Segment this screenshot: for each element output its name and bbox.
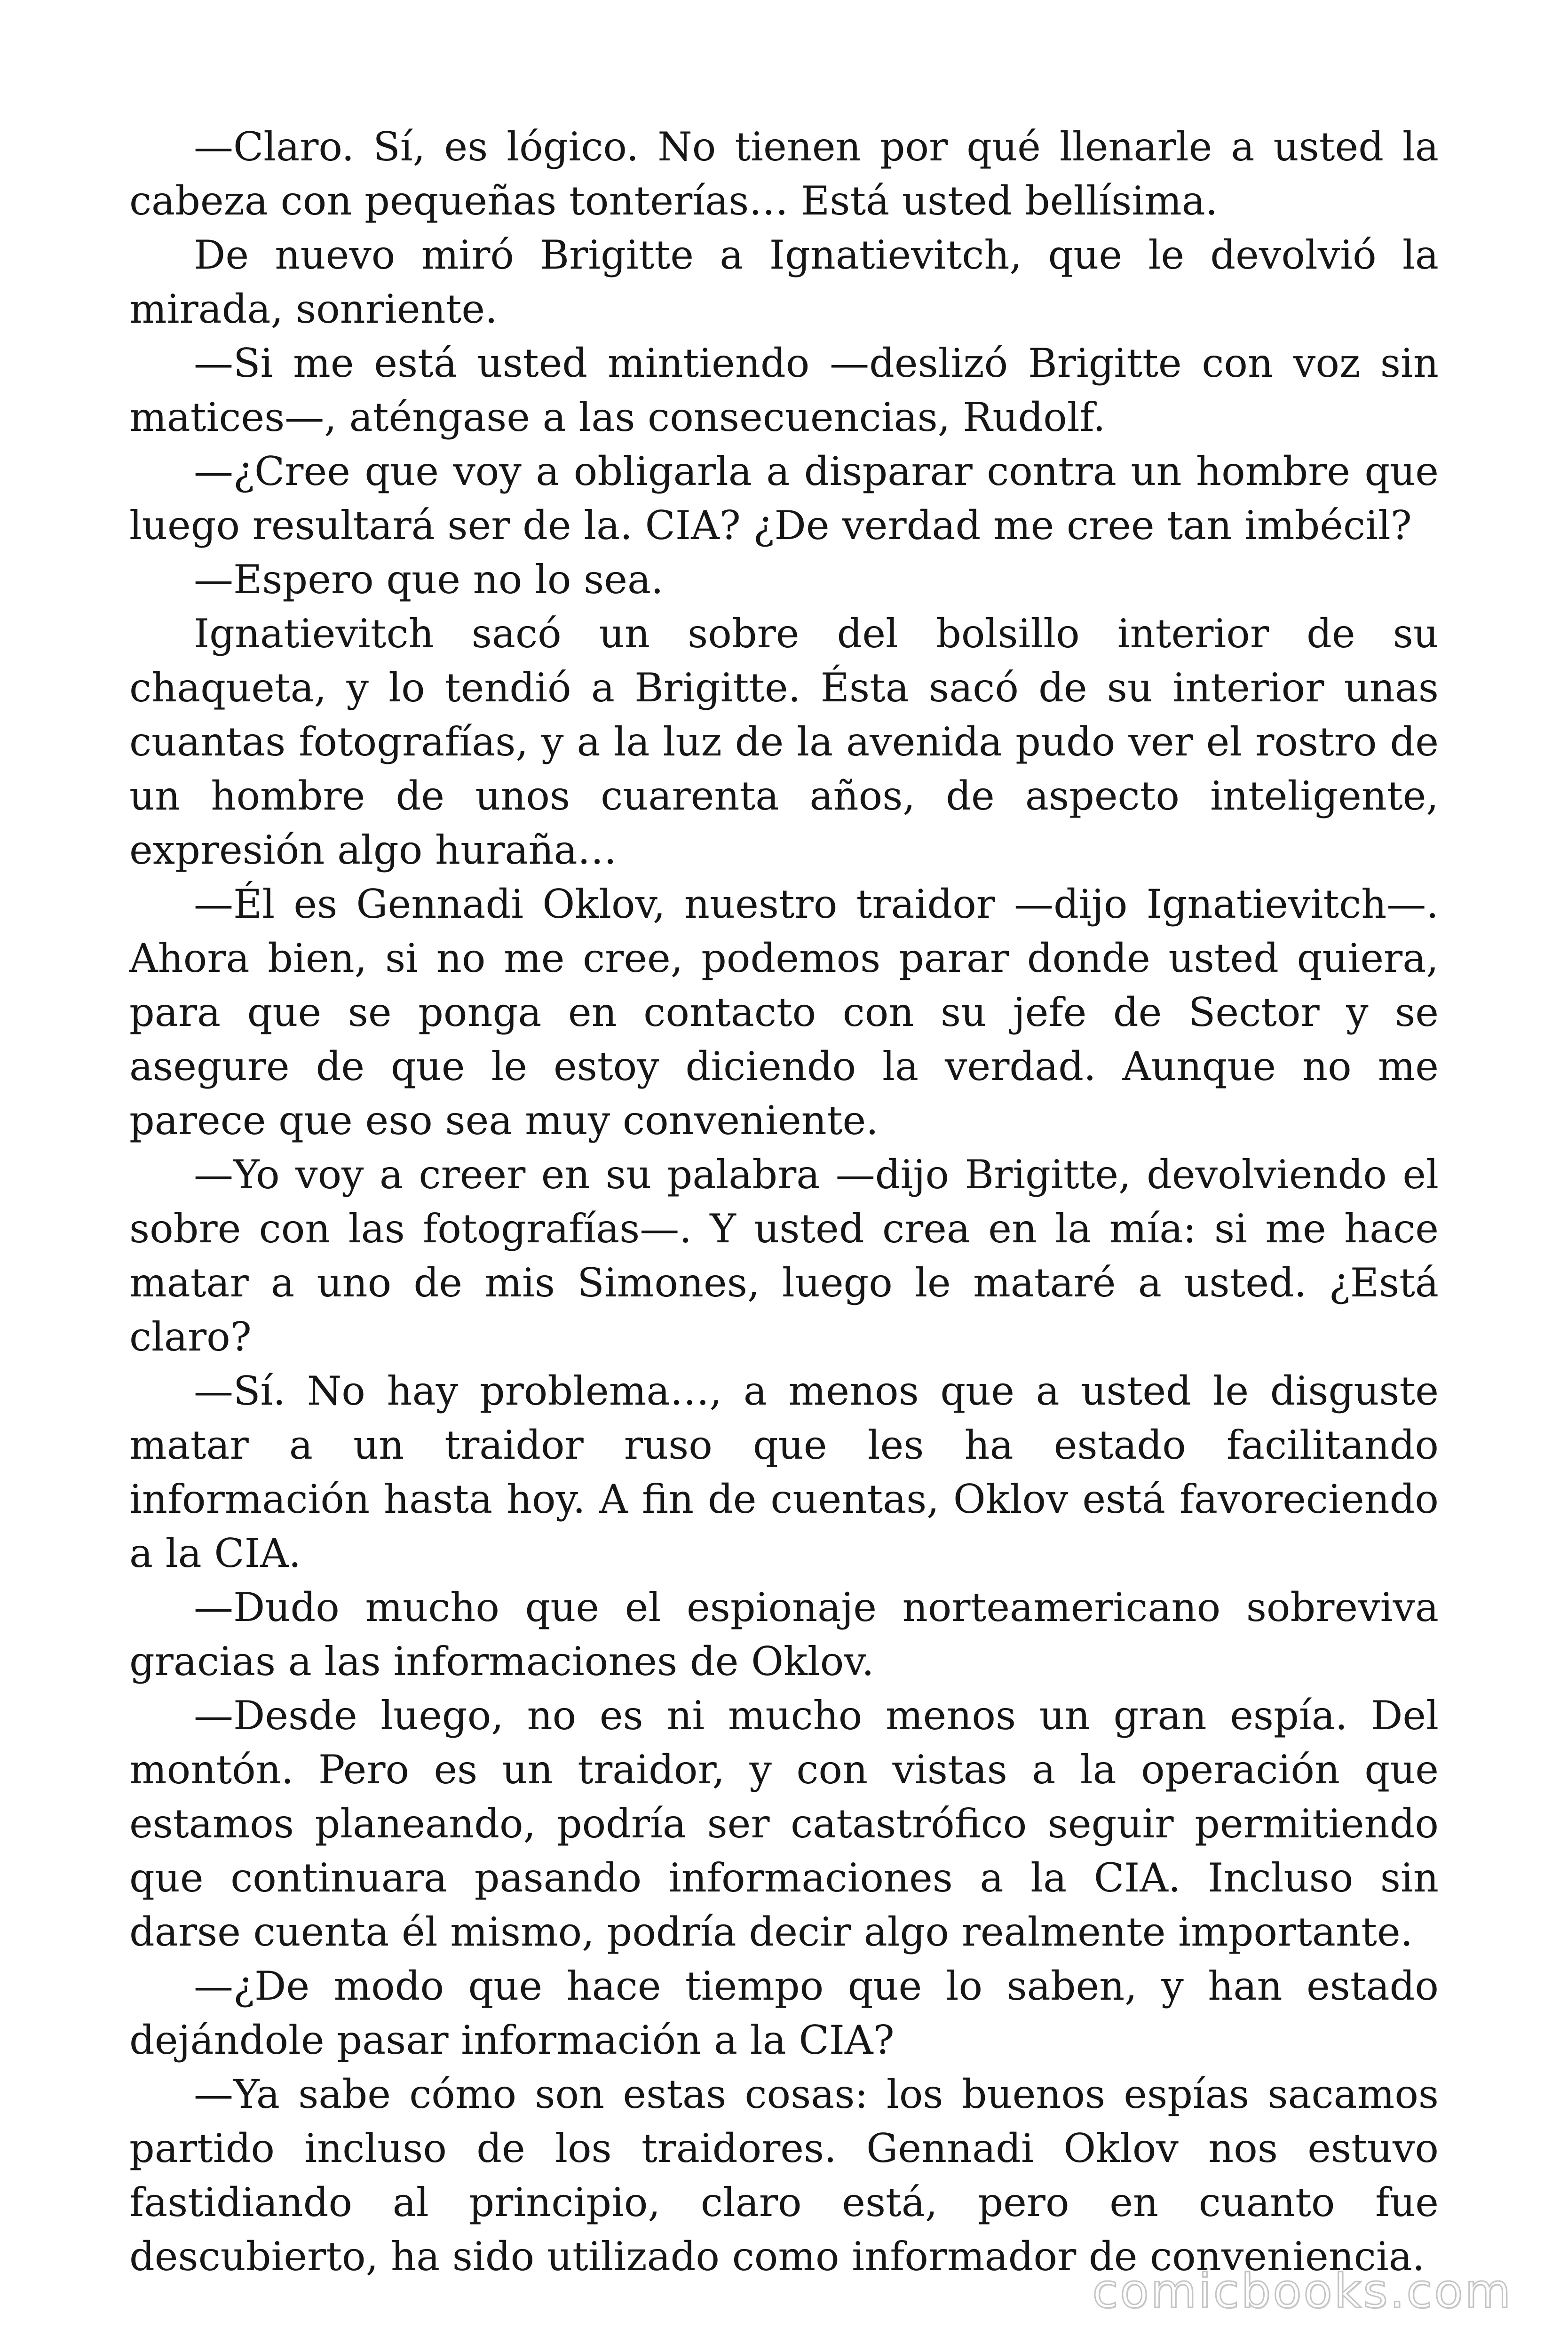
- paragraph: De nuevo miró Brigitte a Ignatievitch, que le devolvió la mirada, sonriente.: [129, 232, 1439, 332]
- paragraph: —Claro. Sí, es lógico. No tienen por qué llenarle a usted la cabeza con pequeñas tonterías… Está usted bellísima.: [129, 124, 1439, 224]
- watermark: comicbooks.com: [1092, 2264, 1513, 2319]
- paragraph: —¿Cree que voy a obligarla a disparar contra un hombre que luego resultará ser de la. CIA? ¿De verdad me cree tan imbécil?: [129, 448, 1439, 548]
- paragraph: —Yo voy a creer en su palabra —dijo Brigitte, devolviendo el sobre con las fotografías—. Y usted crea en la mía: si me hace matar a uno de mis Simones, luego le mataré a usted. ¿Está claro?: [129, 1152, 1439, 1360]
- paragraph: —Él es Gennadi Oklov, nuestro traidor —dijo Ignatievitch—. Ahora bien, si no me cree, podemos parar donde usted quiera, para que se ponga en contacto con su jefe de Sector y se asegure de que le estoy diciendo la verdad. Aunque no me parece que eso sea muy conveniente.: [129, 881, 1439, 1144]
- paragraph: —Espero que no lo sea.: [194, 556, 664, 603]
- paragraph: Ignatievitch sacó un sobre del bolsillo interior de su chaqueta, y lo tendió a Brigitte. Ésta sacó de su interior unas cuantas fotografías, y a la luz de la avenida pudo ver el rostro de un hombre de unos cuarenta años, de aspecto inteligente, expresión algo huraña…: [129, 611, 1439, 873]
- page-body: [129, 120, 1439, 2284]
- paragraph: —Sí. No hay problema…, a menos que a usted le disguste matar a un traidor ruso que les ha estado facilitando información hasta hoy. A fin de cuentas, Oklov está favoreciendo a la CIA.: [129, 1368, 1439, 1576]
- paragraph: —Dudo mucho que el espionaje norteamericano sobreviva gracias a las informaciones de Oklov.: [129, 1584, 1439, 1685]
- paragraph: —Si me está usted mintiendo —deslizó Brigitte con voz sin matices—, aténgase a las consecuencias, Rudolf.: [129, 340, 1439, 440]
- paragraph: —¿De modo que hace tiempo que lo saben, y han estado dejándole pasar información a la CIA?: [129, 1963, 1439, 2063]
- paragraph: —Desde luego, no es ni mucho menos un gran espía. Del montón. Pero es un traidor, y con vistas a la operación que estamos planeando, podría ser catastrófico seguir permitiendo que continuara pasando informaciones a la CIA. Incluso sin darse cuenta él mismo, podría decir algo realmente importante.: [129, 1692, 1439, 1955]
- paragraph: —Ya sabe cómo son estas cosas: los buenos espías sacamos partido incluso de los traidores. Gennadi Oklov nos estuvo fastidiando al principio, claro está, pero en cuanto fue descubierto, ha sido utilizado como informador de conveniencia.: [129, 2071, 1439, 2280]
